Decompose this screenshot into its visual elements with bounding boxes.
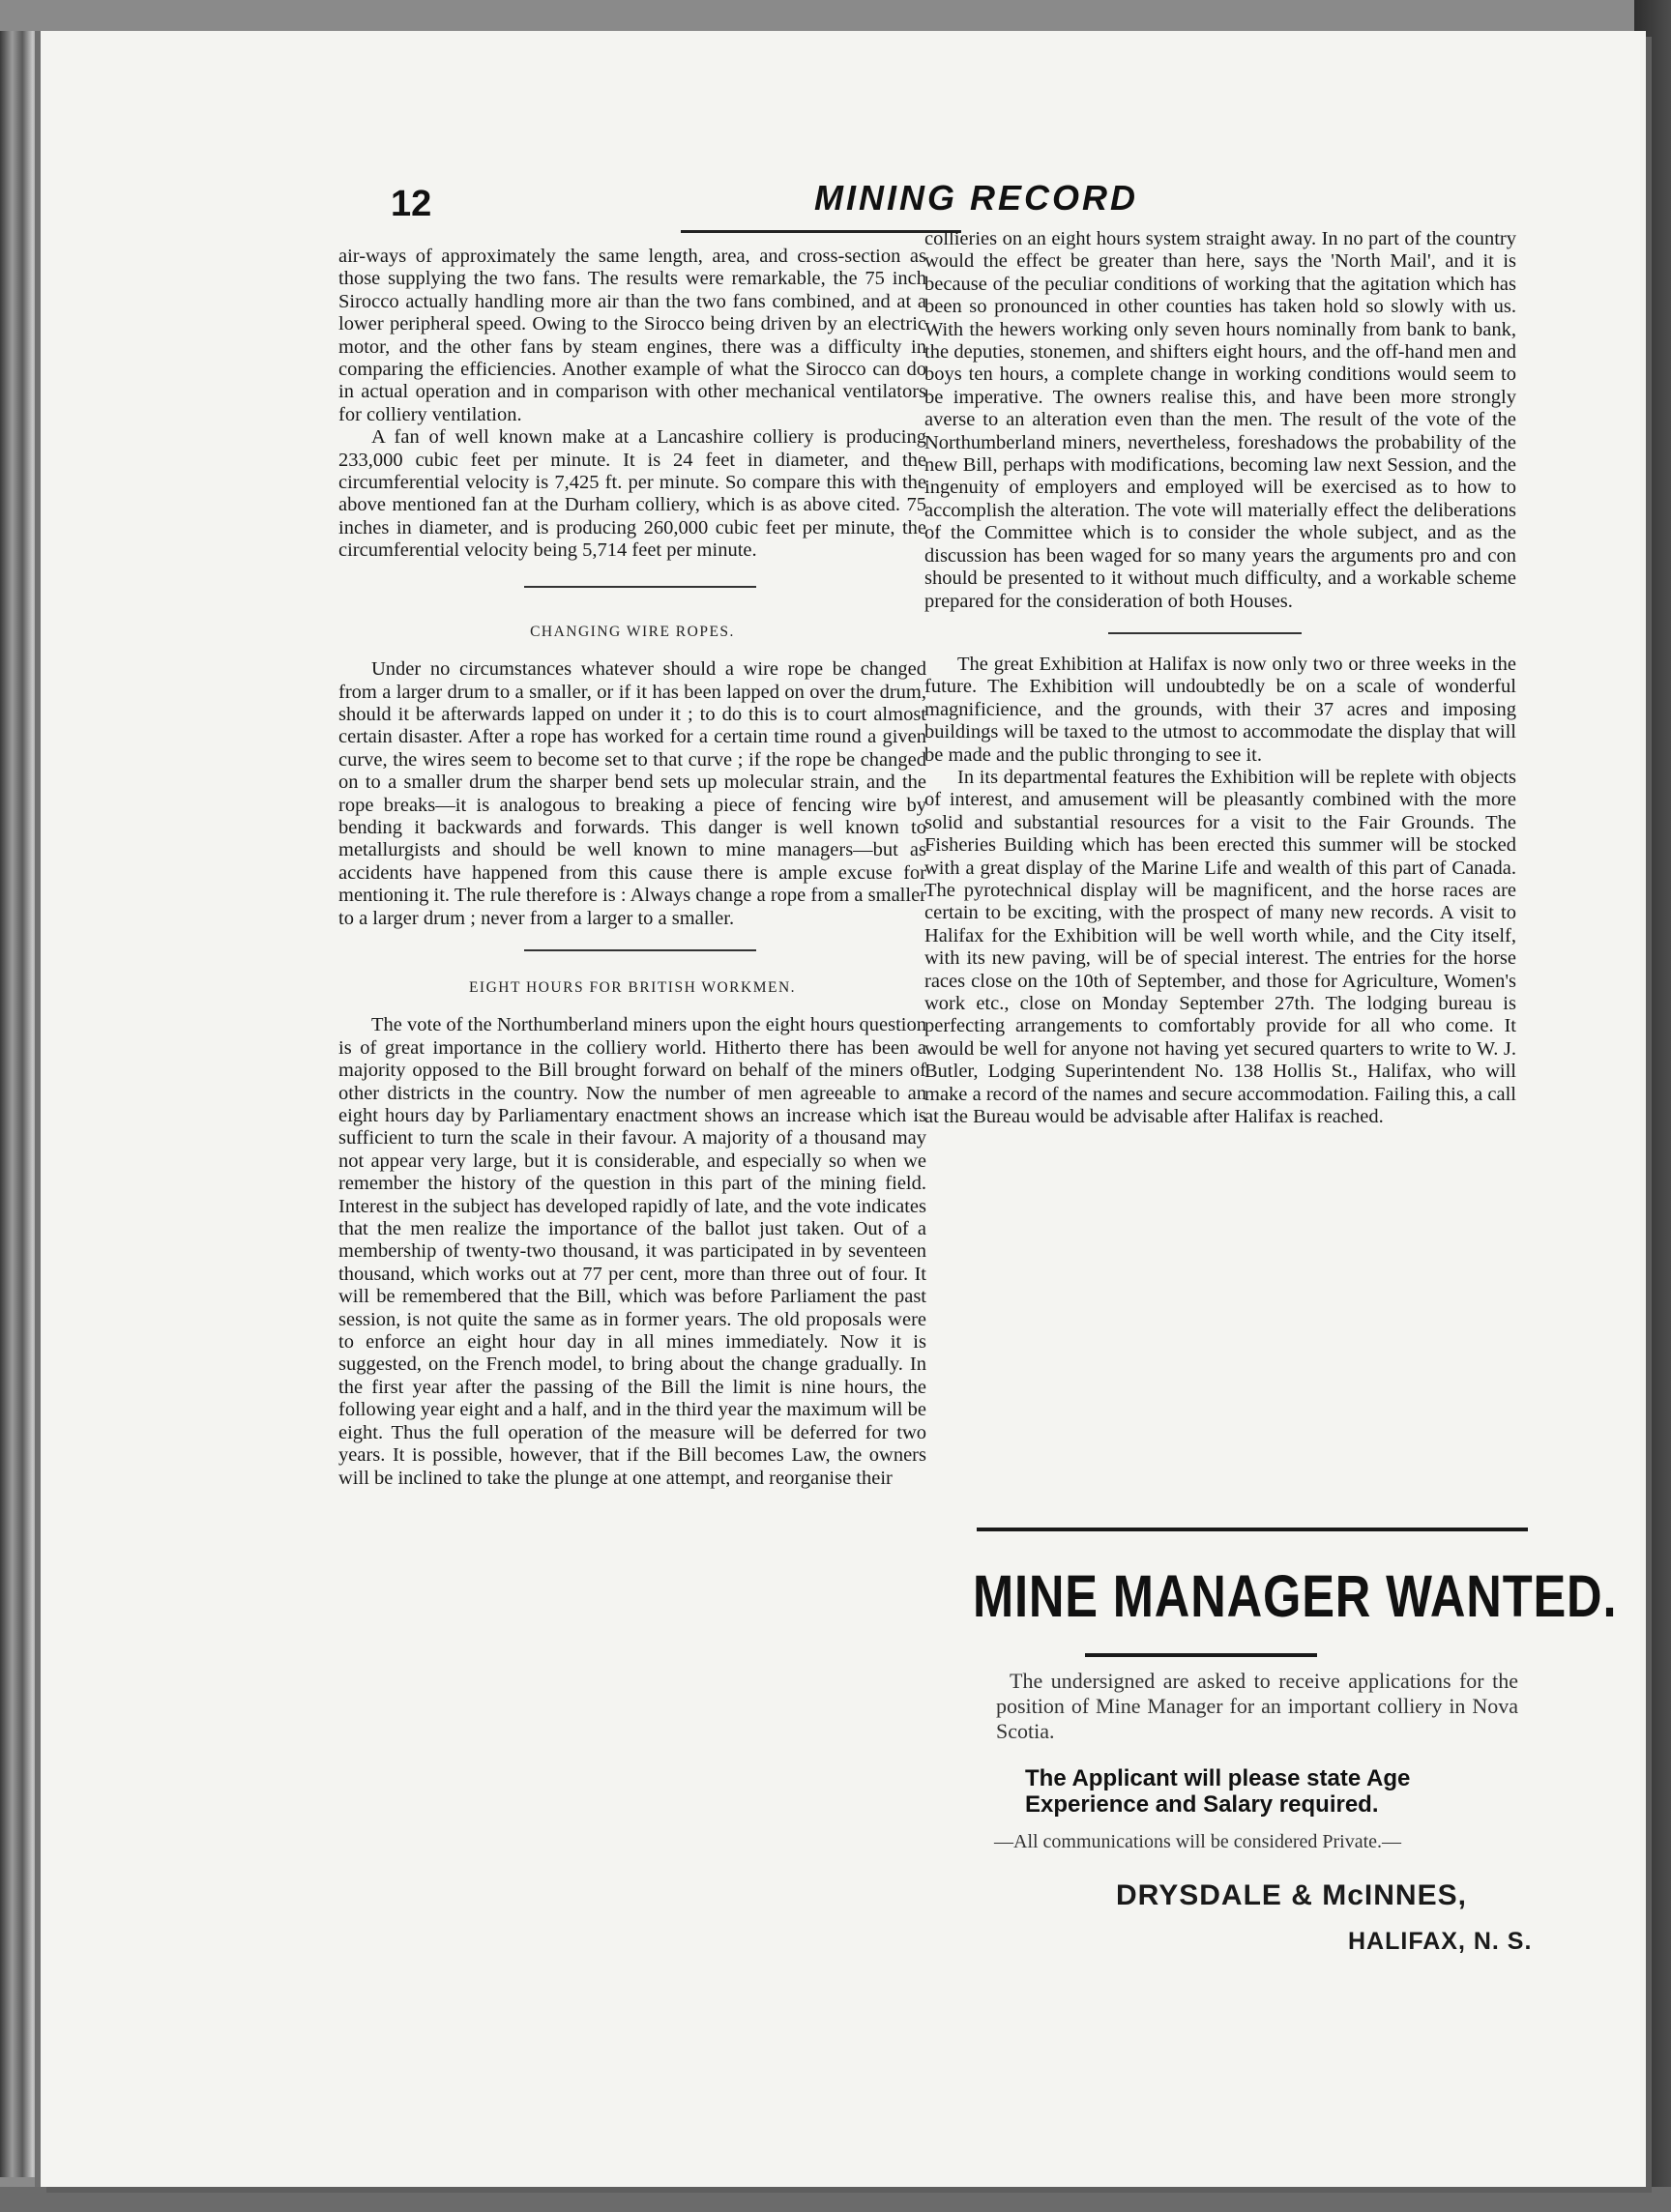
article-paragraph: collieries on an eight hours system straight away. In no part of the country would the effect be greater than here, says the 'North Mail', and it is because of the peculiar conditions of working that the agitation which has been so pronounced in other counties has taken hold so slowly with us. With the hewers working only seven hours nominally from bank to bank, the deputies, stonemen, and shifters eight hours, and the off-hand men and boys ten hours, a complete change in working conditions would seem to be imperative. The owners realise this, and have been more strongly averse to an alteration even than the men. The result of the vote of the Northumberland miners, nevertheless, foreshadows the probability of the new Bill, perhaps with modifications, becoming law next Session, and the ingenuity of employers and employed will be exercised as to how to accomplish the alteration. The vote will materially effect the deliberations of the Committee which is to consider the whole subject, and as the discussion has been waged for so many years the arguments pro and con should be presented to it without much difficulty, and a workable scheme prepared for the consideration of both Houses.	[924, 228, 1516, 612]
advert-city: HALIFAX, N. S.	[1348, 1928, 1533, 1955]
section-heading-wire-ropes: CHANGING WIRE ROPES.	[530, 623, 735, 640]
header-rule	[681, 230, 961, 233]
page-number: 12	[391, 184, 432, 224]
advert-requirements	[1025, 1765, 1528, 1818]
advert-title: MINE MANAGER WANTED.	[973, 1563, 1618, 1629]
right-column	[924, 228, 1516, 1128]
advert-company: DRYSDALE & McINNES,	[1116, 1879, 1467, 1911]
book-binding-edge	[0, 31, 41, 2177]
section-divider	[1108, 632, 1302, 634]
section-divider	[524, 949, 756, 951]
advert-top-rule	[977, 1528, 1528, 1531]
advert-requirements-line: Experience and Salary required.	[1025, 1791, 1379, 1818]
article-paragraph: The great Exhibition at Halifax is now only two or three weeks in the future. The Exhibition will undoubtedly be on a scale of wonderful magnificience, and the grounds, with their 37 acres and imposing buildings will be taxed to the utmost to accommodate the display that will be made and the public thronging to see it.	[924, 653, 1516, 766]
article-paragraph: Under no circumstances whatever should a wire rope be changed from a larger drum to a smaller, or if it has been lapped on over the drum, should it be afterwards lapped on under it ; to do this is to court almost certain disaster. After a rope has worked for a certain time round a given curve, the wires seem to become set to that curve ; if the rope be changed on to a smaller drum the sharper bend sets up molecular strain, and the rope breaks—it is analogous to breaking a piece of fencing wire by bending it backwards and forwards. This danger is well known to metallurgists and should be well known to mine managers—but as accidents have happened from this cause there is ample excuse for mentioning it. The rule therefore is : Always change a rope from a smaller to a larger drum ; never from a larger to a smaller.	[338, 658, 926, 929]
advert-body: The undersigned are asked to receive applications for the position of Mine Manager for an important colliery in Nova Scotia.	[996, 1669, 1518, 1743]
scan-border-bottom	[0, 2187, 1671, 2212]
advert-divider	[1085, 1653, 1317, 1657]
section-heading-eight-hours: EIGHT HOURS FOR BRITISH WORKMEN.	[468, 978, 797, 996]
article-paragraph: The vote of the Northumberland miners upon the eight hours question is of great importance in the colliery world. Hitherto there has been a majority opposed to the Bill brought forward on behalf of the miners of other districts in the country. Now the number of men agreeable to an eight hours day by Parliamentary enactment shows an increase which is sufficient to turn the scale in their favour. A majority of a thousand may not appear very large, but it is considerable, and especially so when we remember the history of the question in this part of the mining field. Interest in the subject has developed rapidly of late, and the vote indicates that the men realize the importance of the ballot just taken. Out of a membership of twenty-two thousand, it was participated in by seventeen thousand, which works out at 77 per cent, more than three out of four. It will be remembered that the Bill, which was before Parliament the past session, is not quite the same as in former years. The old proposals were to enforce an eight hour day in all mines immediately. Now it is suggested, on the French model, to bring about the change gradually. In the first year after the passing of the Bill the limit is nine hours, the following year eight and a half, and in the third year the maximum will be eight. Thus the full operation of the measure will be deferred for two years. It is possible, however, that if the Bill becomes Law, the owners will be inclined to take the plunge at one attempt, and reorganise their	[338, 1014, 926, 1489]
advert-requirements-line: The Applicant will please state Age	[1025, 1765, 1411, 1791]
article-paragraph: In its departmental features the Exhibition will be replete with objects of interest, and amusement will be pleasantly combined with the more solid and substantial resources for a visit to the Fair Grounds. The Fisheries Building which has been erected this summer will be stocked with a great display of the Marine Life and wealth of this part of Canada. The pyrotechnical display will be magnificent, and the horse races are certain to be exciting, with the prospect of many new records. A visit to Halifax for the Exhibition will be well worth while, and the City itself, with its new paving, will be of special interest. The entries for the horse races close on the 10th of September, and those for Agriculture, Women's work etc., close on Monday September 27th. The lodging bureau is perfecting arrangements to comfortably provide for all who come. It would be well for anyone not having yet secured quarters to write to W. J. Butler, Lodging Superintendent No. 138 Hollis St., Halifax, who will make a record of the names and secure accommodation. Failing this, a call at the Bureau would be advisable after Halifax is reached.	[924, 766, 1516, 1128]
left-column	[338, 246, 926, 1490]
publication-title: MINING RECORD	[814, 178, 1138, 218]
article-paragraph: air-ways of approximately the same length, area, and cross-section as those supplying the two fans. The results were remarkable, the 75 inch Sirocco actually handling more air than the two fans combined, and at a lower peripheral speed. Owing to the Sirocco being driven by an electric motor, and the other fans by steam engines, there was a difficulty in comparing the efficiencies. Another example of what the Sirocco can do in actual operation and in comparison with other mechanical ventilators for colliery ventilation.	[338, 246, 926, 425]
section-divider	[524, 586, 756, 588]
advert-private-note: —All communications will be considered Private.—	[994, 1831, 1402, 1852]
article-paragraph: A fan of well known make at a Lancashire colliery is producing 233,000 cubic feet per minute. It is 24 feet in diameter, and the circumferential velocity is 7,425 ft. per minute. So compare this with the above mentioned fan at the Durham colliery, which is as above cited. 75 inches in diameter, and is producing 260,000 cubic feet per minute, the circumferential velocity being 5,714 feet per minute.	[338, 426, 926, 562]
